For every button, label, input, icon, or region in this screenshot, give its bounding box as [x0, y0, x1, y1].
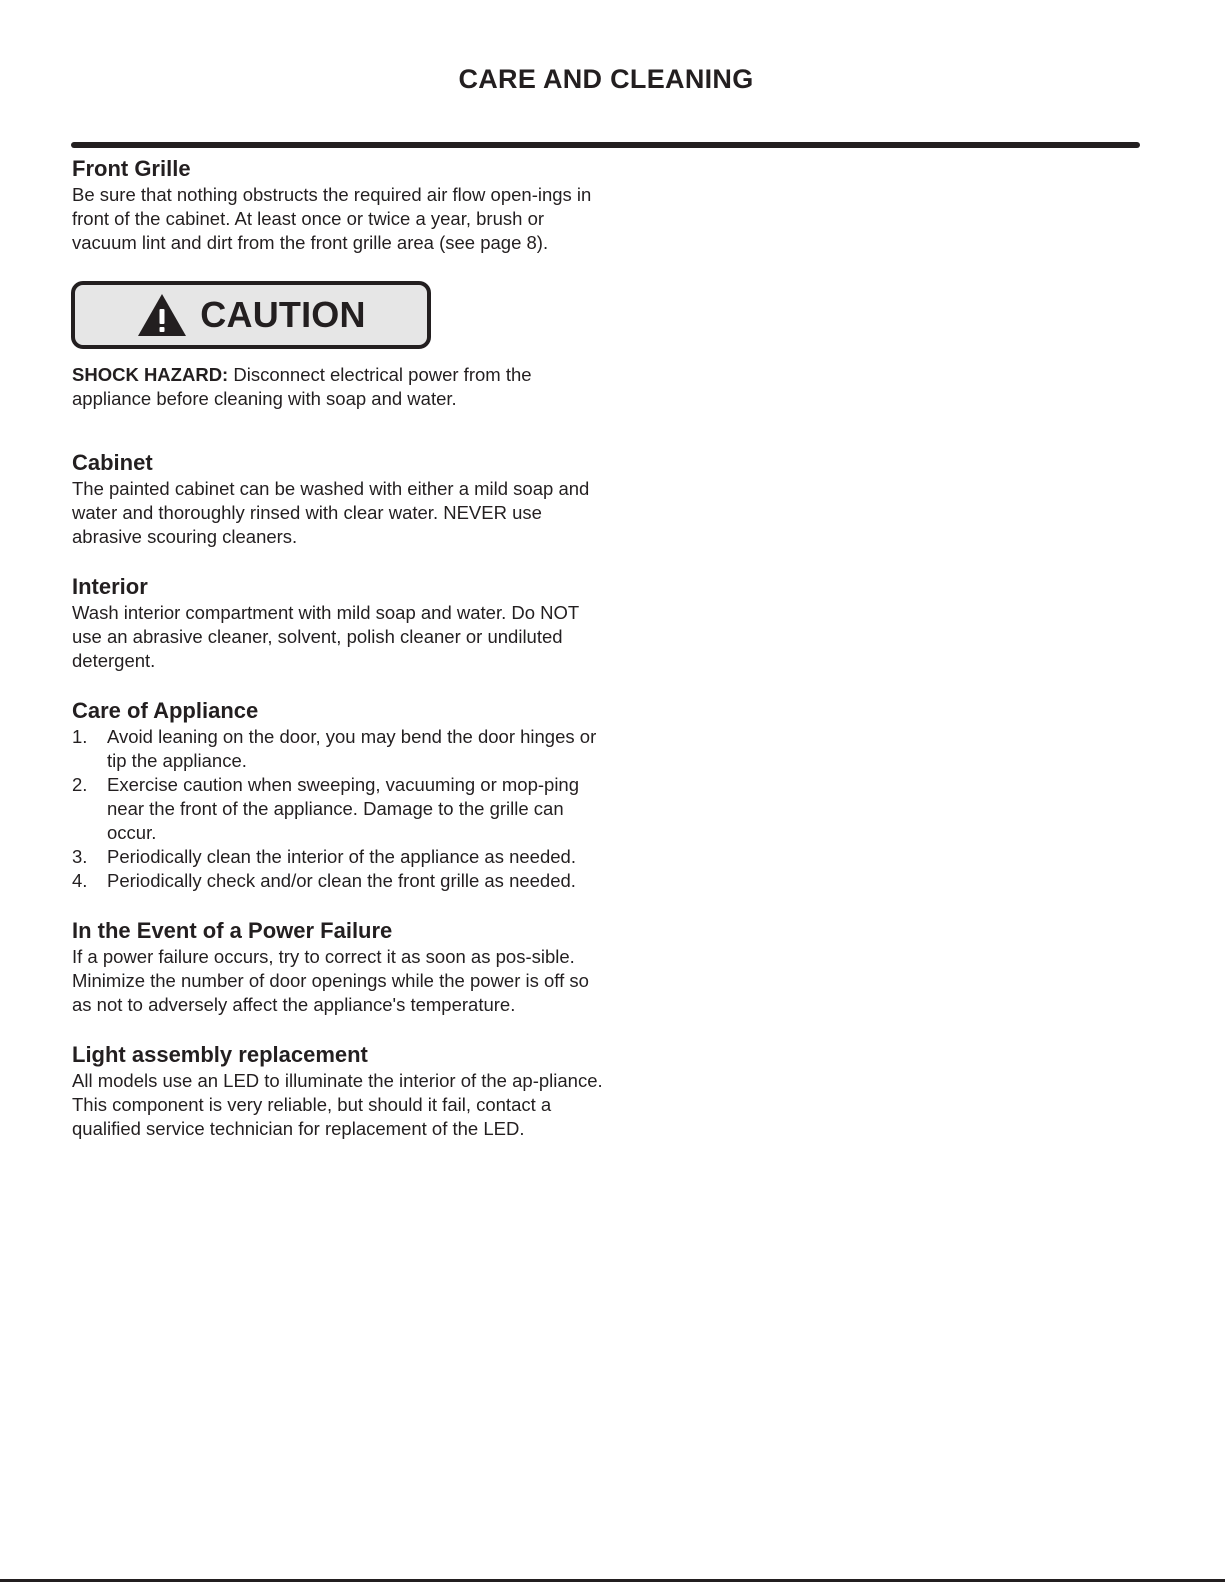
list-item — [72, 845, 612, 869]
list-item — [72, 773, 612, 845]
list-item-text: Periodically check and/or clean the front grille as needed. — [107, 870, 576, 891]
cabinet-body: The painted cabinet can be washed with either a mild soap and water and thoroughly rinsed with clear water. NEVER use abrasive scouring cleaners. — [72, 478, 590, 547]
content-column — [72, 155, 612, 1165]
list-item — [72, 725, 612, 773]
power-failure-heading: In the Event of a Power Failure — [72, 918, 393, 943]
shock-hazard-text: Disconnect electrical power from the appliance before cleaning with soap and water. — [72, 364, 532, 409]
caution-label: CAUTION — [200, 294, 366, 335]
front-grille-heading: Front Grille — [72, 156, 191, 181]
care-heading: Care of Appliance — [72, 698, 259, 723]
warning-triangle-icon — [136, 292, 188, 338]
list-item — [72, 869, 612, 893]
front-grille-body: Be sure that nothing obstructs the required air flow open-ings in front of the cabinet. At least once or twice a year, brush or vacuum lint and dirt from the front grille area (see page 8). — [72, 184, 592, 253]
list-item-text: Exercise caution when sweeping, vacuuming or mop-ping near the front of the appliance. Damage to the grille can occur. — [107, 774, 580, 843]
cabinet-section — [72, 449, 612, 549]
light-assembly-section — [72, 1041, 612, 1141]
light-assembly-body: All models use an LED to illuminate the interior of the ap-pliance. This component is very reliable, but should it fail, contact a qualified service technician for replacement of the LED. — [72, 1070, 603, 1139]
care-section — [72, 697, 612, 893]
bottom-divider — [0, 1579, 1225, 1582]
interior-heading: Interior — [72, 574, 148, 599]
power-failure-section — [72, 917, 612, 1017]
shock-hazard-notice — [72, 363, 612, 411]
interior-section — [72, 573, 612, 673]
list-item-text: Avoid leaning on the door, you may bend the door hinges or tip the appliance. — [107, 726, 597, 771]
list-item-number: 1. — [72, 726, 88, 747]
list-item-number: 2. — [72, 774, 88, 795]
care-list — [72, 725, 612, 893]
caution-banner — [71, 281, 431, 349]
top-divider — [71, 142, 1140, 148]
cabinet-heading: Cabinet — [72, 450, 153, 475]
list-item-number: 3. — [72, 846, 88, 867]
shock-hazard-label: SHOCK HAZARD: — [72, 364, 229, 385]
power-failure-body: If a power failure occurs, try to correct it as soon as pos-sible. Minimize the number of door openings while the power is off so as not to adversely affect the appliance's temperature. — [72, 946, 589, 1015]
list-item-number: 4. — [72, 870, 88, 891]
page-title: CARE AND CLEANING — [458, 64, 754, 94]
list-item-text: Periodically clean the interior of the appliance as needed. — [107, 846, 576, 867]
interior-body: Wash interior compartment with mild soap and water. Do NOT use an abrasive cleaner, solvent, polish cleaner or undiluted detergent. — [72, 602, 579, 671]
front-grille-section — [72, 155, 612, 255]
light-assembly-heading: Light assembly replacement — [72, 1042, 368, 1067]
